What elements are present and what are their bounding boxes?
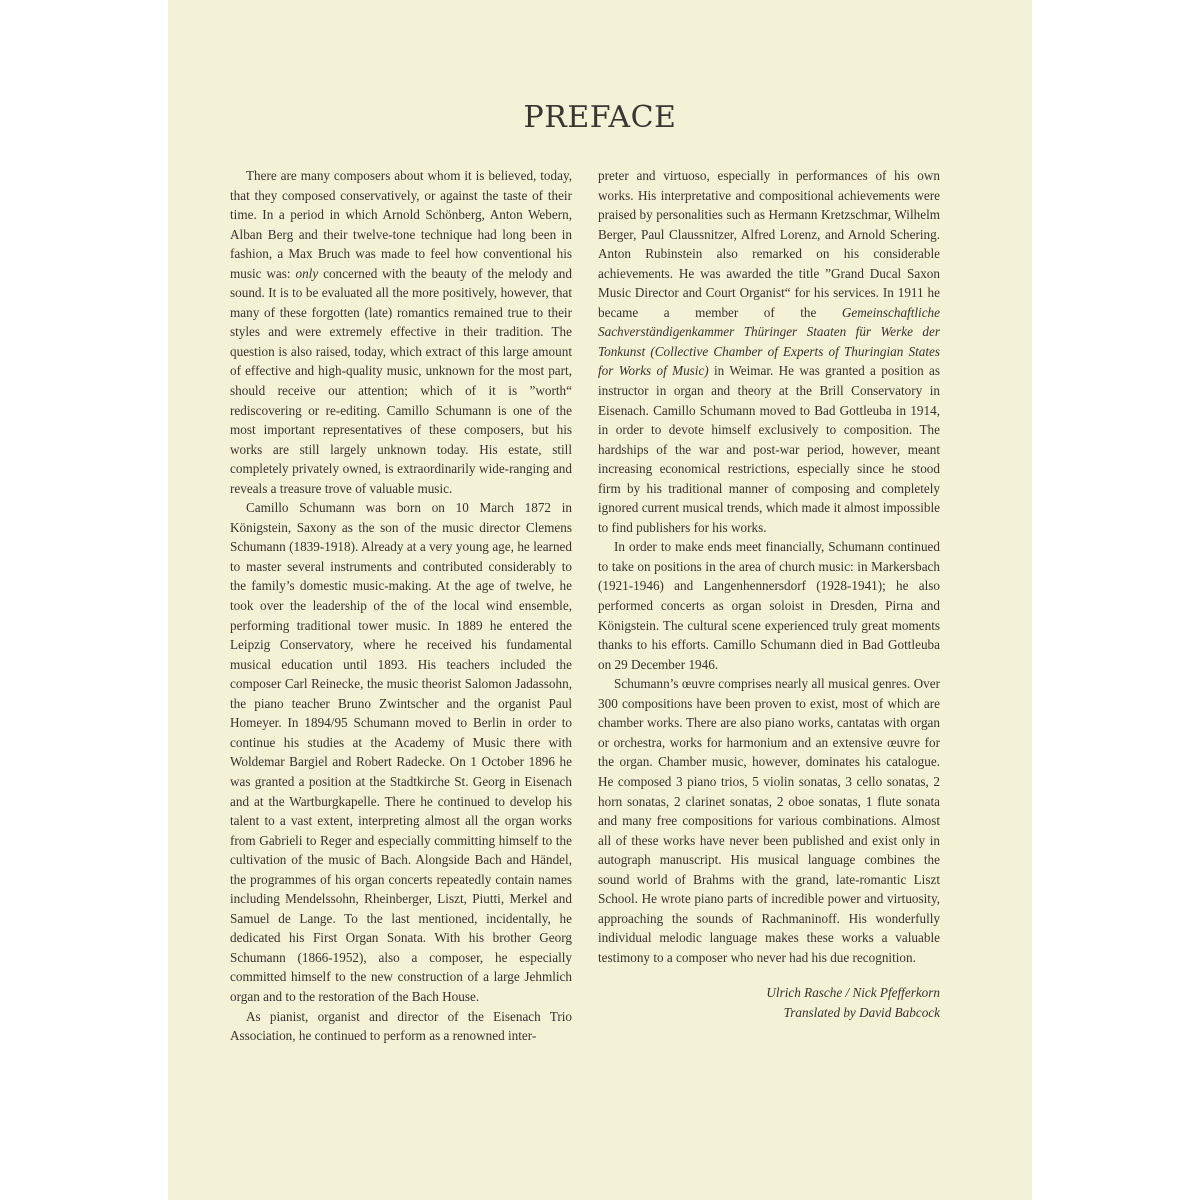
- paragraph: [230, 166, 572, 498]
- text-span: Camillo Schumann was born on 10 March 1872 in Königstein, Saxony as the son of the music director Clemens Schumann (1839-1918). Already at a very young age, he learned to master several instruments and contributed considerably to the family’s domestic music-making. At the age of twelve, he took over the leadership of the of the local wind ensemble, performing traditional tower music. In 1889 he entered the Leipzig Conservatory, where he received his fundamental musical education until 1893. His teachers included the composer Carl Reinecke, the music theorist Salomon Jadassohn, the piano teacher Bruno Zwintscher and the organist Paul Homeyer. In 1894/95 Schumann moved to Berlin in order to continue his studies at the Academy of Music there with Woldemar Bargiel and Robert Radecke. On 1 October 1896 he was granted a position at the Stadtkirche St. Georg in Eisenach and at the Wartburgkapelle. There he continued to develop his talent to a vast extent, interpreting almost all the organ works from Gabrieli to Reger and especially committing himself to the cultivation of the music of Bach. Alongside Bach and Händel, the programmes of his organ concerts repeatedly contain names including Mendelssohn, Rheinberger, Liszt, Piutti, Merkel and Samuel de Lange. To the last mentioned, incidentally, he dedicated his First Organ Sonata. With his brother Georg Schumann (1866-1952), also a composer, he especially committed himself to the new construction of a large Jehmlich organ and to the restoration of the Bach House.: [230, 500, 572, 1004]
- paragraph: [230, 498, 572, 1006]
- text-span: concerned with the beauty of the melody and sound. It is to be evaluated all the more positively, however, that many of these forgotten (late) romantics remained true to their styles and were extremely effective in their tradition. The question is also raised, today, which extract of this large amount of effective and high-quality music, unknown for the most part, should receive our attention; which of it is ”worth“ rediscovering or re-editing. Camillo Schumann is one of the most important representatives of these composers, but his works are still largely unknown today. His estate, still completely privately owned, is extraordinarily wide-ranging and reveals a treasure trove of valuable music.: [230, 265, 572, 496]
- right-text-column: [598, 166, 940, 1023]
- paragraph: [598, 537, 940, 674]
- paragraph: [230, 1007, 572, 1046]
- text-span: in Weimar. He was granted a position as instructor in organ and theory at the Brill Conservatory in Eisenach. Camillo Schumann moved to Bad Gottleuba in 1914, in order to devote himself exclusively to composition. The hardships of the war and post-war period, however, meant increasing economical restrictions, especially since he stood firm by his traditional manner of composing and completely ignored current musical trends, which made it almost impossible to find publishers for his works.: [598, 363, 940, 535]
- signature-translator: Translated by David Babcock: [783, 1004, 940, 1020]
- document-page: [168, 0, 1032, 1200]
- text-span: preter and virtuoso, especially in performances of his own works. His interpretative and compositional achievements were praised by personalities such as Hermann Kretzschmar, Wilhelm Berger, Paul Claussnitzer, Alfred Lorenz, and Arnold Schering. Anton Rubinstein also remarked on his considerable achievements. He was awarded the title ”Grand Ducal Saxon Music Director and Court Organist“ for his services. In 1911 he became a member of the: [598, 168, 940, 320]
- italic-text: only: [295, 265, 319, 281]
- text-span: As pianist, organist and director of the Eisenach Trio Association, he continued to perform as a renowned inter-: [230, 1008, 572, 1044]
- signature-authors: Ulrich Rasche / Nick Pfefferkorn: [766, 985, 940, 1001]
- paragraph: [598, 166, 940, 537]
- text-span: In order to make ends meet financially, Schumann continued to take on positions in the area of church music: in Markersbach (1921-1946) and Langenhennersdorf (1928-1941); he also performed concerts as organ soloist in Dresden, Pirna and Königstein. The cultural scene experienced truly great moments thanks to his efforts. Camillo Schumann died in Bad Gottleuba on 29 December 1946.: [598, 539, 940, 672]
- paragraph: [598, 674, 940, 967]
- signature-block: [598, 983, 940, 1022]
- page-title: PREFACE: [523, 100, 677, 135]
- left-text-column: [230, 166, 572, 1046]
- text-span: Schumann’s œuvre comprises nearly all musical genres. Over 300 compositions have been proven to exist, most of which are chamber works. There are also piano works, cantatas with organ or orchestra, works for harmonium and an extensive œuvre for the organ. Chamber music, however, dominates his catalogue. He composed 3 piano trios, 5 violin sonatas, 3 cello sonatas, 2 horn sonatas, 2 clarinet sonatas, 2 oboe sonatas, 1 flute sonata and many free compositions for various combinations. Almost all of these works have never been published and exist only in autograph manuscript. His musical language combines the sound world of Brahms with the grand, late-romantic Liszt School. He wrote piano parts of incredible power and virtuosity, approaching the sounds of Rachmaninoff. His wonderfully individual melodic language makes these works a valuable testimony to a composer who never had his due recognition.: [598, 676, 940, 965]
- italic-text: Gemeinschaftliche Sachverständigenkammer Thüringer Staaten für Werke der Tonkunst (Collective Chamber of Experts of Thuringian States for Works of Music): [598, 304, 940, 379]
- text-span: There are many composers about whom it is believed, today, that they composed conservatively, or against the taste of their time. In a period in which Arnold Schönberg, Anton Webern, Alban Berg and their twelve-tone technique had long been in fashion, a Max Bruch was made to feel how conventional his music was:: [230, 168, 572, 281]
